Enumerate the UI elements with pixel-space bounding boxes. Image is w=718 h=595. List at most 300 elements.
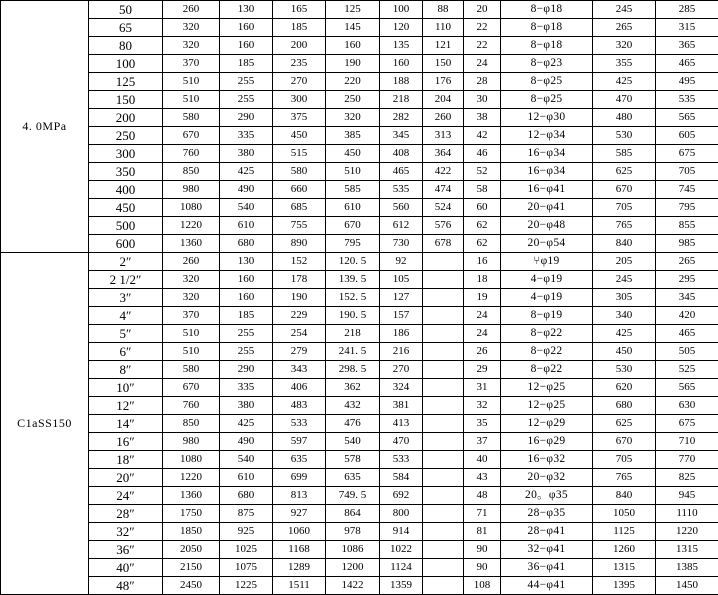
cell-c5: 218 (380, 91, 423, 109)
cell-bolt-spec: 16−φ34 (501, 163, 593, 181)
cell-c9: 480 (593, 109, 656, 127)
table-row (1, 541, 718, 559)
cell-c7: 22 (464, 37, 501, 55)
cell-c1: 2050 (163, 541, 220, 559)
cell-size: 16″ (89, 433, 163, 451)
cell-c7: 26 (464, 343, 501, 361)
cell-c1: 1360 (163, 487, 220, 505)
cell-c2: 875 (220, 505, 273, 523)
cell-c5: 692 (380, 487, 423, 505)
table-row (1, 91, 718, 109)
cell-c6 (423, 469, 464, 487)
cell-c10: 345 (656, 289, 718, 307)
cell-c4: 125 (326, 1, 380, 19)
cell-size: 200 (89, 109, 163, 127)
cell-c10: 795 (656, 199, 718, 217)
cell-bolt-spec: 20−φ32 (501, 469, 593, 487)
cell-c1: 320 (163, 19, 220, 37)
cell-c5: 1022 (380, 541, 423, 559)
cell-c3: 235 (273, 55, 326, 73)
cell-c9: 705 (593, 451, 656, 469)
cell-c10: 745 (656, 181, 718, 199)
cell-c7: 38 (464, 109, 501, 127)
cell-c2: 160 (220, 271, 273, 289)
cell-c5: 914 (380, 523, 423, 541)
table-row (1, 361, 718, 379)
cell-c10: 825 (656, 469, 718, 487)
cell-size: 350 (89, 163, 163, 181)
cell-c10: 1110 (656, 505, 718, 523)
cell-c6 (423, 289, 464, 307)
cell-c1: 510 (163, 91, 220, 109)
cell-c10: 420 (656, 307, 718, 325)
cell-c5: 135 (380, 37, 423, 55)
cell-c1: 850 (163, 415, 220, 433)
cell-c3: 597 (273, 433, 326, 451)
cell-c4: 610 (326, 199, 380, 217)
cell-size: 600 (89, 235, 163, 253)
cell-c10: 985 (656, 235, 718, 253)
cell-c5: 535 (380, 181, 423, 199)
cell-c7: 35 (464, 415, 501, 433)
cell-size: 48″ (89, 577, 163, 595)
cell-c7: 71 (464, 505, 501, 523)
cell-c2: 540 (220, 451, 273, 469)
cell-c6 (423, 523, 464, 541)
cell-size: 36″ (89, 541, 163, 559)
cell-c7: 29 (464, 361, 501, 379)
cell-c6: 474 (423, 181, 464, 199)
cell-bolt-spec: 8−φ23 (501, 55, 593, 73)
cell-c5: 465 (380, 163, 423, 181)
cell-c7: 22 (464, 19, 501, 37)
cell-c7: 62 (464, 235, 501, 253)
cell-bolt-spec: 20。φ35 (501, 487, 593, 505)
cell-bolt-spec: 16−φ34 (501, 145, 593, 163)
cell-c4: 864 (326, 505, 380, 523)
cell-size: 500 (89, 217, 163, 235)
cell-c6 (423, 415, 464, 433)
cell-size: 8″ (89, 361, 163, 379)
cell-c1: 2150 (163, 559, 220, 577)
cell-c2: 255 (220, 73, 273, 91)
cell-c4: 298. 5 (326, 361, 380, 379)
cell-c1: 370 (163, 307, 220, 325)
cell-c10: 1450 (656, 577, 718, 595)
cell-bolt-spec: 16−φ41 (501, 181, 593, 199)
cell-c3: 699 (273, 469, 326, 487)
cell-c4: 578 (326, 451, 380, 469)
cell-size: 24″ (89, 487, 163, 505)
cell-c9: 450 (593, 343, 656, 361)
cell-c9: 245 (593, 1, 656, 19)
cell-size: 28″ (89, 505, 163, 523)
cell-c6 (423, 361, 464, 379)
cell-bolt-spec: 12−φ25 (501, 397, 593, 415)
cell-c2: 255 (220, 91, 273, 109)
cell-c9: 840 (593, 235, 656, 253)
table-row (1, 577, 718, 595)
table-row (1, 163, 718, 181)
cell-c2: 255 (220, 325, 273, 343)
cell-c7: 43 (464, 469, 501, 487)
cell-c2: 255 (220, 343, 273, 361)
cell-c10: 285 (656, 1, 718, 19)
cell-c1: 320 (163, 271, 220, 289)
cell-size: 450 (89, 199, 163, 217)
table-row (1, 253, 718, 271)
cell-c10: 630 (656, 397, 718, 415)
cell-c6: 422 (423, 163, 464, 181)
cell-c9: 765 (593, 469, 656, 487)
cell-c4: 120. 5 (326, 253, 380, 271)
cell-c4: 218 (326, 325, 380, 343)
cell-bolt-spec: 12−φ34 (501, 127, 593, 145)
cell-c9: 530 (593, 127, 656, 145)
cell-size: 10″ (89, 379, 163, 397)
cell-c2: 380 (220, 145, 273, 163)
cell-c4: 190. 5 (326, 307, 380, 325)
cell-c5: 584 (380, 469, 423, 487)
cell-c5: 127 (380, 289, 423, 307)
cell-c10: 710 (656, 433, 718, 451)
cell-c2: 425 (220, 415, 273, 433)
cell-c7: 18 (464, 271, 501, 289)
cell-c2: 130 (220, 253, 273, 271)
cell-bolt-spec: 12−φ25 (501, 379, 593, 397)
cell-c3: 685 (273, 199, 326, 217)
cell-c1: 1360 (163, 235, 220, 253)
cell-c2: 160 (220, 19, 273, 37)
cell-c2: 380 (220, 397, 273, 415)
cell-bolt-spec: 8−φ22 (501, 343, 593, 361)
cell-c9: 765 (593, 217, 656, 235)
cell-c5: 730 (380, 235, 423, 253)
cell-c1: 980 (163, 433, 220, 451)
cell-c9: 1260 (593, 541, 656, 559)
cell-c1: 580 (163, 109, 220, 127)
cell-c4: 1200 (326, 559, 380, 577)
table-row (1, 127, 718, 145)
cell-c2: 185 (220, 55, 273, 73)
cell-c3: 254 (273, 325, 326, 343)
cell-c3: 927 (273, 505, 326, 523)
table-row (1, 469, 718, 487)
cell-c7: 24 (464, 307, 501, 325)
cell-size: 6″ (89, 343, 163, 361)
cell-c5: 270 (380, 361, 423, 379)
cell-c2: 610 (220, 469, 273, 487)
cell-c9: 1315 (593, 559, 656, 577)
cell-c9: 205 (593, 253, 656, 271)
cell-c6: 364 (423, 145, 464, 163)
cell-c5: 282 (380, 109, 423, 127)
cell-c5: 381 (380, 397, 423, 415)
table-row (1, 271, 718, 289)
cell-c5: 160 (380, 55, 423, 73)
cell-c4: 220 (326, 73, 380, 91)
table-row (1, 433, 718, 451)
cell-c2: 185 (220, 307, 273, 325)
cell-c6 (423, 397, 464, 415)
cell-c10: 565 (656, 109, 718, 127)
cell-c1: 1220 (163, 217, 220, 235)
cell-c3: 580 (273, 163, 326, 181)
cell-c6 (423, 271, 464, 289)
cell-size: 50 (89, 1, 163, 19)
cell-c9: 470 (593, 91, 656, 109)
cell-c3: 660 (273, 181, 326, 199)
cell-c1: 580 (163, 361, 220, 379)
cell-bolt-spec: 8−φ18 (501, 37, 593, 55)
cell-c6: 204 (423, 91, 464, 109)
cell-c1: 260 (163, 1, 220, 19)
cell-bolt-spec: 8−φ22 (501, 361, 593, 379)
table-row (1, 181, 718, 199)
cell-c4: 152. 5 (326, 289, 380, 307)
cell-c1: 1220 (163, 469, 220, 487)
cell-c2: 335 (220, 127, 273, 145)
cell-c4: 476 (326, 415, 380, 433)
table-body (1, 1, 718, 595)
cell-c3: 270 (273, 73, 326, 91)
cell-c1: 320 (163, 37, 220, 55)
cell-c5: 216 (380, 343, 423, 361)
cell-c3: 515 (273, 145, 326, 163)
cell-size: 150 (89, 91, 163, 109)
cell-c10: 675 (656, 145, 718, 163)
cell-c3: 450 (273, 127, 326, 145)
cell-c2: 680 (220, 235, 273, 253)
cell-bolt-spec: 8−φ25 (501, 91, 593, 109)
cell-c3: 483 (273, 397, 326, 415)
table-row (1, 217, 718, 235)
cell-c9: 840 (593, 487, 656, 505)
cell-c3: 533 (273, 415, 326, 433)
cell-c5: 408 (380, 145, 423, 163)
cell-c1: 370 (163, 55, 220, 73)
table-row (1, 487, 718, 505)
group-label-cell: C1aSS150 (1, 253, 89, 595)
cell-c10: 465 (656, 55, 718, 73)
cell-c4: 510 (326, 163, 380, 181)
cell-c7: 52 (464, 163, 501, 181)
cell-c2: 130 (220, 1, 273, 19)
cell-c9: 320 (593, 37, 656, 55)
cell-size: 300 (89, 145, 163, 163)
table-row (1, 73, 718, 91)
cell-c1: 1850 (163, 523, 220, 541)
cell-c9: 305 (593, 289, 656, 307)
cell-c3: 375 (273, 109, 326, 127)
cell-c10: 495 (656, 73, 718, 91)
cell-c10: 770 (656, 451, 718, 469)
cell-c7: 37 (464, 433, 501, 451)
cell-c4: 670 (326, 217, 380, 235)
cell-c5: 533 (380, 451, 423, 469)
cell-c7: 28 (464, 73, 501, 91)
cell-c6: 88 (423, 1, 464, 19)
cell-c4: 978 (326, 523, 380, 541)
cell-bolt-spec: 36−φ41 (501, 559, 593, 577)
table-row (1, 235, 718, 253)
cell-c4: 450 (326, 145, 380, 163)
cell-c10: 605 (656, 127, 718, 145)
table-row (1, 379, 718, 397)
cell-c10: 295 (656, 271, 718, 289)
cell-c6 (423, 307, 464, 325)
cell-c9: 425 (593, 73, 656, 91)
cell-size: 4″ (89, 307, 163, 325)
cell-c5: 560 (380, 199, 423, 217)
cell-c7: 58 (464, 181, 501, 199)
table-row (1, 505, 718, 523)
cell-c3: 200 (273, 37, 326, 55)
cell-c9: 425 (593, 325, 656, 343)
table-row (1, 451, 718, 469)
cell-c3: 279 (273, 343, 326, 361)
cell-c3: 1168 (273, 541, 326, 559)
cell-c1: 980 (163, 181, 220, 199)
table-row (1, 523, 718, 541)
cell-c1: 1750 (163, 505, 220, 523)
cell-c10: 365 (656, 37, 718, 55)
cell-bolt-spec: 20−φ41 (501, 199, 593, 217)
cell-c3: 165 (273, 1, 326, 19)
cell-c6 (423, 541, 464, 559)
cell-c6 (423, 487, 464, 505)
cell-c2: 290 (220, 109, 273, 127)
cell-c1: 670 (163, 127, 220, 145)
cell-c7: 108 (464, 577, 501, 595)
table-row (1, 109, 718, 127)
cell-c1: 510 (163, 325, 220, 343)
cell-c2: 335 (220, 379, 273, 397)
cell-bolt-spec: 8−φ18 (501, 1, 593, 19)
cell-c9: 355 (593, 55, 656, 73)
cell-c7: 19 (464, 289, 501, 307)
cell-c3: 178 (273, 271, 326, 289)
cell-c6: 524 (423, 199, 464, 217)
cell-c7: 90 (464, 559, 501, 577)
cell-c2: 925 (220, 523, 273, 541)
cell-c5: 186 (380, 325, 423, 343)
cell-c5: 1359 (380, 577, 423, 595)
cell-c6: 150 (423, 55, 464, 73)
cell-c3: 1060 (273, 523, 326, 541)
cell-c7: 81 (464, 523, 501, 541)
cell-c3: 755 (273, 217, 326, 235)
cell-c4: 585 (326, 181, 380, 199)
cell-c4: 241. 5 (326, 343, 380, 361)
cell-c2: 290 (220, 361, 273, 379)
cell-bolt-spec: 16−φ29 (501, 433, 593, 451)
table-row (1, 397, 718, 415)
cell-c4: 432 (326, 397, 380, 415)
cell-c3: 890 (273, 235, 326, 253)
cell-size: 100 (89, 55, 163, 73)
cell-c5: 188 (380, 73, 423, 91)
cell-c7: 42 (464, 127, 501, 145)
cell-c1: 320 (163, 289, 220, 307)
table-row (1, 307, 718, 325)
cell-bolt-spec: 12−φ29 (501, 415, 593, 433)
cell-c1: 510 (163, 73, 220, 91)
cell-c6 (423, 505, 464, 523)
cell-c2: 680 (220, 487, 273, 505)
cell-c2: 1225 (220, 577, 273, 595)
cell-c4: 190 (326, 55, 380, 73)
cell-c9: 1125 (593, 523, 656, 541)
cell-c1: 670 (163, 379, 220, 397)
cell-c6 (423, 325, 464, 343)
cell-size: 2″ (89, 253, 163, 271)
cell-c7: 16 (464, 253, 501, 271)
cell-c3: 1289 (273, 559, 326, 577)
cell-c4: 1086 (326, 541, 380, 559)
cell-c6: 110 (423, 19, 464, 37)
cell-bolt-spec: ⑂φ19 (501, 253, 593, 271)
cell-c5: 157 (380, 307, 423, 325)
table-row (1, 55, 718, 73)
cell-c1: 260 (163, 253, 220, 271)
cell-c5: 324 (380, 379, 423, 397)
cell-c2: 490 (220, 433, 273, 451)
cell-c1: 1080 (163, 199, 220, 217)
cell-c3: 185 (273, 19, 326, 37)
cell-c10: 855 (656, 217, 718, 235)
cell-c3: 300 (273, 91, 326, 109)
cell-size: 80 (89, 37, 163, 55)
cell-c7: 20 (464, 1, 501, 19)
cell-bolt-spec: 12−φ30 (501, 109, 593, 127)
cell-bolt-spec: 4−φ19 (501, 289, 593, 307)
cell-c10: 1385 (656, 559, 718, 577)
cell-c5: 800 (380, 505, 423, 523)
cell-c3: 190 (273, 289, 326, 307)
cell-c6: 260 (423, 109, 464, 127)
cell-c6 (423, 451, 464, 469)
cell-c7: 31 (464, 379, 501, 397)
cell-size: 125 (89, 73, 163, 91)
cell-c6: 176 (423, 73, 464, 91)
cell-c7: 24 (464, 55, 501, 73)
cell-c3: 406 (273, 379, 326, 397)
cell-c5: 120 (380, 19, 423, 37)
cell-c6 (423, 577, 464, 595)
table-row (1, 343, 718, 361)
cell-c2: 490 (220, 181, 273, 199)
cell-size: 250 (89, 127, 163, 145)
cell-c2: 540 (220, 199, 273, 217)
cell-c1: 760 (163, 397, 220, 415)
cell-c7: 40 (464, 451, 501, 469)
cell-c9: 1395 (593, 577, 656, 595)
cell-c6: 121 (423, 37, 464, 55)
cell-c10: 1220 (656, 523, 718, 541)
cell-c1: 760 (163, 145, 220, 163)
cell-c9: 705 (593, 199, 656, 217)
cell-c9: 680 (593, 397, 656, 415)
cell-c9: 625 (593, 415, 656, 433)
cell-bolt-spec: 8−φ18 (501, 19, 593, 37)
cell-c2: 1075 (220, 559, 273, 577)
cell-c10: 1315 (656, 541, 718, 559)
cell-c2: 1025 (220, 541, 273, 559)
cell-bolt-spec: 28−φ41 (501, 523, 593, 541)
cell-c5: 1124 (380, 559, 423, 577)
cell-c10: 505 (656, 343, 718, 361)
